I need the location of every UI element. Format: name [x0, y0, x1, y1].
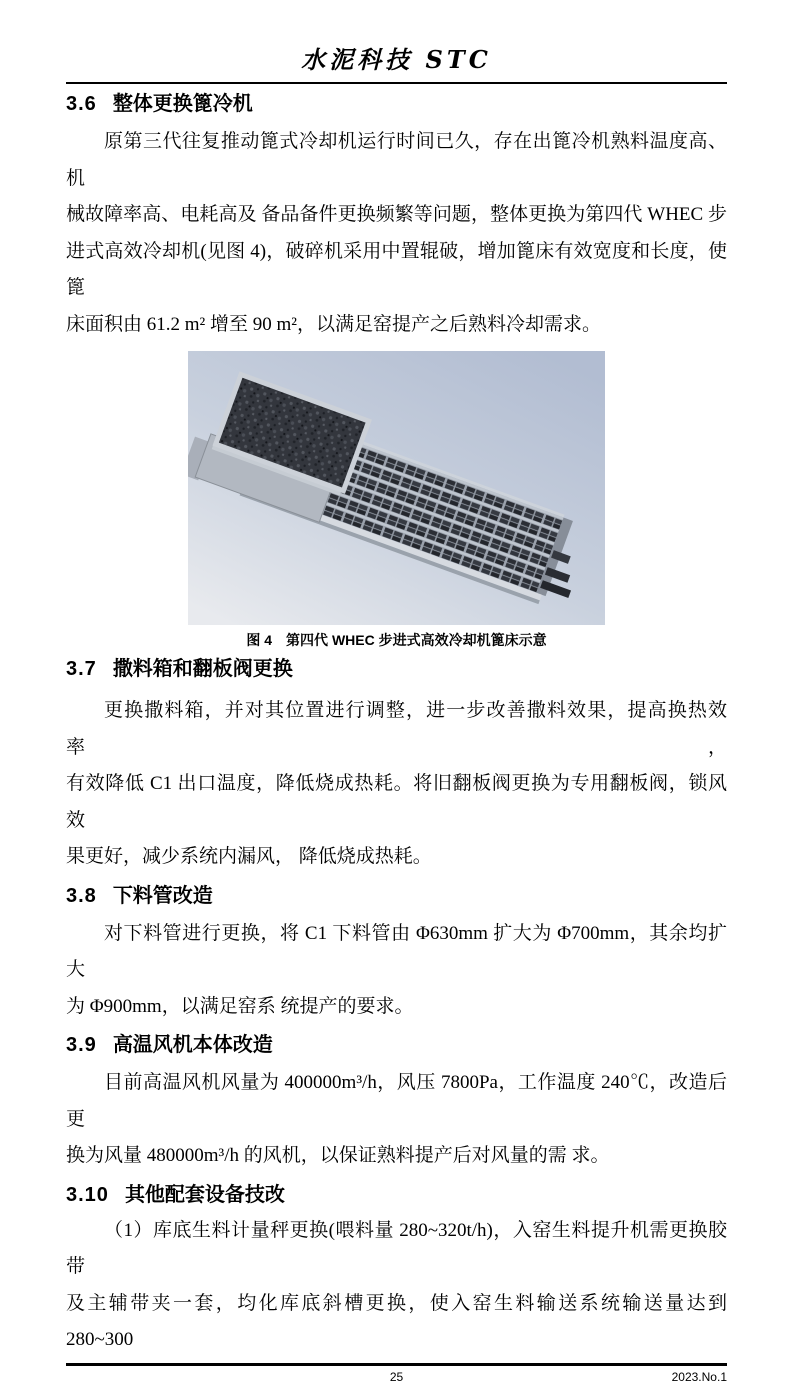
paragraph [66, 124, 727, 343]
figure-caption: 图 4 第四代 WHEC 步进式高效冷却机篦床示意 [246, 632, 547, 648]
cooler-grate-3d-figure [188, 351, 605, 625]
section-3-8 [66, 884, 727, 1026]
page-header [66, 0, 727, 84]
text-line: 果更好，减少系统内漏风， 降低烧成热耗。 [66, 846, 432, 867]
section-title: 撒料箱和翻板阀更换 [112, 658, 293, 680]
text-line: 及主辅带夹一套，均化库底斜槽更换，使入窑生料输送系统输送量达到 280~300 [66, 1292, 727, 1350]
section-heading [66, 884, 727, 908]
section-3-7 [66, 657, 727, 876]
section-heading [66, 1033, 727, 1057]
text-line: 目前高温风机风量为 400000m³/h，风压 7800Pa，工作温度 240℃，改造后更 [66, 1072, 727, 1130]
text-line: 有效降低 C1 出口温度，降低烧成热耗。将旧翻板阀更换为专用翻板阀，锁风 效 [66, 773, 727, 831]
section-3-10 [66, 1183, 727, 1359]
section-heading [66, 92, 727, 116]
section-title: 其他配套设备技改 [124, 1183, 285, 1206]
text-line: 床面积由 61.2 m² 增至 90 m²，以满足窑提产之后熟料冷却需求。 [66, 313, 601, 335]
section-number: 3.7 [66, 658, 97, 680]
section-number: 3.8 [66, 884, 97, 907]
section-heading [66, 1183, 727, 1207]
section-title: 下料管改造 [112, 884, 213, 907]
text-line: 械故障率高、电耗高及 备品备件更换频繁等问题，整体更换为第四代 WHEC 步 [66, 204, 727, 225]
journal-title: 水泥科技 STC [301, 45, 492, 74]
text-line: 换为风量 480000m³/h 的风机，以保证熟料提产后对风量的需 求。 [66, 1145, 610, 1166]
text-line: 进式高效冷却机(见图 4)，破碎机采用中置辊破，增加篦床有效宽度和长度，使篦 [66, 240, 727, 298]
figure [188, 351, 605, 625]
section-heading [66, 657, 727, 681]
section-number: 3.9 [66, 1034, 97, 1056]
section-title: 整体更换篦冷机 [112, 93, 253, 115]
text-line: 为 Φ900mm，以满足窑系 统提产的要求。 [66, 995, 414, 1017]
issue-number: 2023.No.1 [671, 1369, 727, 1384]
section-number: 3.10 [66, 1183, 109, 1206]
page-number: 25 [389, 1369, 404, 1384]
paragraph [66, 1213, 727, 1359]
page-footer [66, 1363, 727, 1386]
section-3-6 [66, 92, 727, 343]
text-line: （1）库底生料计量秤更换(喂料量 280~320t/h)，入窑生料提升机需更换胶带 [66, 1219, 727, 1277]
section-title: 高温风机本体改造 [112, 1034, 273, 1056]
text-line: 原第三代往复推动篦式冷却机运行时间已久，存在出篦冷机熟料温度高、机 [66, 131, 727, 189]
text-line: 更换撒料箱，并对其位置进行调整，进一步改善撒料效果，提高换热效率， [66, 700, 727, 758]
paragraph [66, 1065, 727, 1175]
paragraph [66, 693, 727, 876]
text-line: 对下料管进行更换，将 C1 下料管由 Φ630mm 扩大为 Φ700mm，其余均扩大 [66, 922, 727, 980]
section-3-9 [66, 1033, 727, 1175]
paragraph [66, 916, 727, 1026]
section-number: 3.6 [66, 93, 97, 115]
